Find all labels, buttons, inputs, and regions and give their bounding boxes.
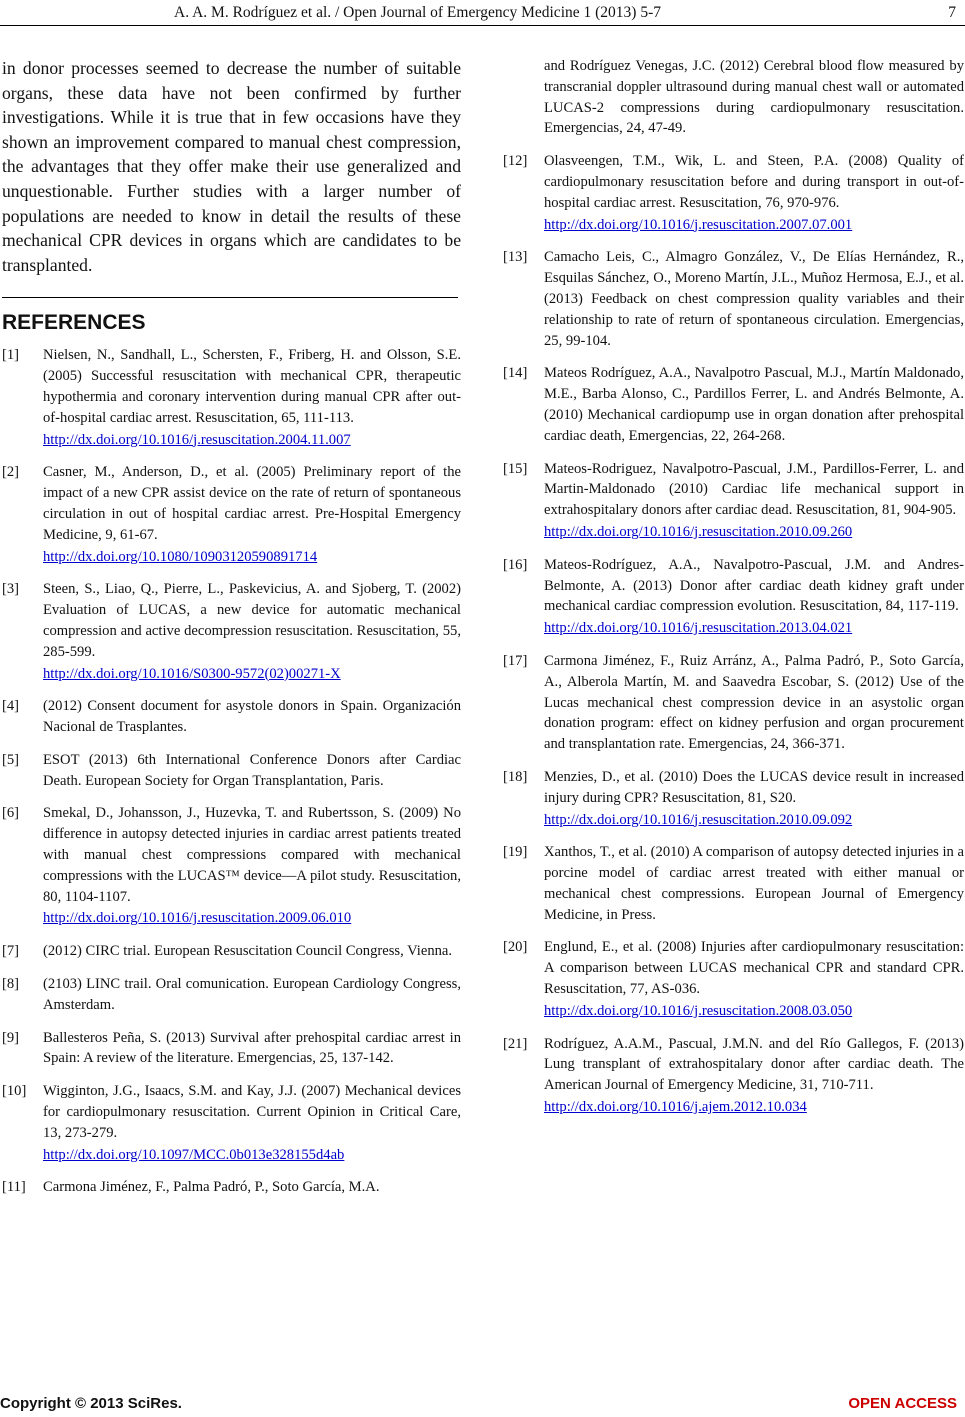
reference-text: Mateos-Rodriguez, Navalpotro-Pascual, J.M., Pardillos-Ferrer, L. and Martin-Maldonado (2010) Cardiac life mechanical support in extrahospitalary donors after cardiac dead. Resuscitation, 81, 904-905.: [544, 460, 964, 519]
reference-text: Menzies, D., et al. (2010) Does the LUCAS device result in increased injury during CPR? Resuscitation, 81, S20.: [544, 768, 964, 806]
reference-item: [2, 579, 461, 684]
reference-text: Steen, S., Liao, Q., Pierre, L., Paskevicius, A. and Sjoberg, T. (2002) Evaluation of LUCAS, a new device for automatic mechanical compression and active decompression resuscitation. Resuscitation, 55, 285-599.: [43, 581, 461, 660]
reference-item: [2, 1177, 461, 1198]
header-divider: [0, 25, 965, 26]
reference-item: [2, 974, 461, 1016]
reference-item: [503, 1034, 964, 1118]
reference-text: ESOT (2013) 6th International Conference Donors after Cardiac Death. European Society for Organ Transplantation, Paris.: [43, 751, 461, 789]
reference-item: [503, 937, 964, 1021]
reference-text: (2012) CIRC trial. European Resuscitation Council Congress, Vienna.: [43, 943, 453, 960]
reference-number: [8]: [2, 976, 20, 993]
reference-text: Wigginton, J.G., Isaacs, S.M. and Kay, J.J. (2007) Mechanical devices for cardiopulmonary resuscitation. Current Opinion in Critical Care, 13, 273-279.: [43, 1083, 461, 1141]
reference-text: (2012) Consent document for asystole donors in Spain. Organización Nacional de Trasplantes.: [43, 698, 461, 736]
reference-number: [7]: [2, 943, 20, 960]
reference-text: Nielsen, N., Sandhall, L., Schersten, F., Friberg, H. and Olsson, S.E. (2005) Successful resuscitation with mechanical CPR, therapeutic hypothermia and coronary intervention during manual CPR after out-of-hospital cardiac arrest. Resuscitation, 65, 111-113.: [43, 347, 461, 426]
running-head: [0, 2, 965, 24]
doi-link[interactable]: http://dx.doi.org/10.1016/j.resuscitation.2010.09.092: [544, 811, 853, 828]
reference-item-continuation: [503, 56, 964, 139]
page-number: 7: [948, 4, 956, 21]
reference-item: [503, 651, 964, 755]
reference-text: Carmona Jiménez, F., Palma Padró, P., Soto García, M.A.: [43, 1179, 380, 1196]
reference-number: [21]: [503, 1035, 528, 1052]
reference-item: [503, 151, 964, 235]
reference-number: [19]: [503, 844, 528, 861]
reference-text: Ballesteros Peña, S. (2013) Survival after prehospital cardiac arrest in Spain: A review of the literature. Emergencias, 25, 137-142.: [43, 1029, 461, 1067]
reference-number: [10]: [2, 1083, 27, 1100]
doi-link[interactable]: http://dx.doi.org/10.1016/S0300-9572(02)00271-X: [43, 665, 341, 682]
reference-text: Englund, E., et al. (2008) Injuries after cardiopulmonary resuscitation: A comparison between LUCAS mechanical CPR and standard CPR. Resuscitation, 77, AS-036.: [544, 939, 964, 998]
reference-number: [5]: [2, 751, 20, 768]
reference-number: [12]: [503, 153, 528, 170]
section-divider: [2, 297, 458, 298]
reference-item: [503, 767, 964, 830]
copyright-notice: Copyright © 2013 SciRes.: [0, 1395, 182, 1412]
reference-item: [503, 555, 964, 639]
reference-number: [16]: [503, 556, 528, 573]
reference-item: [2, 1081, 461, 1165]
reference-number: [14]: [503, 365, 528, 382]
page-footer: [0, 1393, 965, 1415]
reference-text: Rodríguez, A.A.M., Pascual, J.M.N. and del Río Gallegos, F. (2013) Lung transplant of extrahospitalary donor after cardiac death. The American Journal of Emergency Medicine, 31, 710-711.: [544, 1035, 964, 1094]
reference-number: [18]: [503, 768, 528, 785]
reference-text: Smekal, D., Johansson, J., Huzevka, T. and Rubertsson, S. (2009) No difference in autopsy detected injuries in cardiac arrest patients treated with manual chest compressions compared with mechanical compressions with the LUCAS™ device—A pilot study. Resuscitation, 80, 1104-1107.: [43, 805, 461, 905]
reference-text: Xanthos, T., et al. (2010) A comparison of autopsy detected injuries in a porcine model of cardiac arrest treated with either manual or mechanical chest compressions. European Journal of Emergency Medicine, in Press.: [544, 844, 964, 923]
reference-item: [2, 803, 461, 929]
reference-number: [11]: [2, 1179, 26, 1196]
reference-text: Olasveengen, T.M., Wik, L. and Steen, P.A. (2008) Quality of cardiopulmonary resuscitation before and during transport in out-of-hospital cardiac arrest. Resuscitation, 76, 970-976.: [544, 153, 964, 211]
reference-item: [503, 842, 964, 925]
reference-number: [20]: [503, 939, 528, 956]
doi-link[interactable]: http://dx.doi.org/10.1097/MCC.0b013e328155d4ab: [43, 1146, 345, 1163]
reference-text: Camacho Leis, C., Almagro González, V., De Elías Hernández, R., Esquilas Sánchez, O., Moreno Martín, J.L., Muñoz Hermosa, E.J., et al. (2013) Feedback on chest compression quality variables and their relationship to rate of return of spontaneous circulation. Emergencias, 25, 99-104.: [544, 249, 964, 349]
reference-item: [2, 750, 461, 792]
reference-item: [2, 941, 461, 962]
doi-link[interactable]: http://dx.doi.org/10.1016/j.resuscitation.2004.11.007: [43, 431, 351, 448]
doi-link[interactable]: http://dx.doi.org/10.1016/j.ajem.2012.10.034: [544, 1099, 807, 1116]
doi-link[interactable]: http://dx.doi.org/10.1016/j.resuscitation.2013.04.021: [544, 620, 853, 637]
reference-text: Casner, M., Anderson, D., et al. (2005) Preliminary report of the impact of a new CPR assist device on the rate of return of spontaneous circulation in out of hospital cardiac arrest. Pre-Hospital Emergency Medicine, 9, 61-67.: [43, 464, 461, 543]
reference-text: Carmona Jiménez, F., Ruiz Arránz, A., Palma Padró, P., Soto García, A., Alberola Martín, M. and Saavedra Escobar, S. (2012) Use of the Lucas mechanical chest compression device in an asystolic organ donation program: effect on kidney perfusion and organ procurement and transplantation rate. Emergencias, 24, 366-371.: [544, 652, 964, 753]
reference-text: Mateos-Rodríguez, A.A., Navalpotro-Pascual, J.M. and Andres-Belmonte, A. (2013) Donor after cardiac death kidney graft under mechanical cardiac compression evolution. Resuscitation, 84, 117-119.: [544, 556, 964, 615]
reference-number: [9]: [2, 1029, 20, 1046]
reference-number: [13]: [503, 249, 528, 266]
reference-item: [503, 247, 964, 351]
doi-link[interactable]: http://dx.doi.org/10.1080/10903120590891714: [43, 548, 318, 565]
left-column: [2, 56, 461, 1210]
doi-link[interactable]: http://dx.doi.org/10.1016/j.resuscitation.2007.07.001: [544, 216, 853, 233]
running-head-title: A. A. M. Rodríguez et al. / Open Journal of Emergency Medicine 1 (2013) 5-7: [174, 4, 661, 21]
reference-number: [1]: [2, 347, 20, 364]
doi-link[interactable]: http://dx.doi.org/10.1016/j.resuscitation.2009.06.010: [43, 910, 352, 927]
doi-link[interactable]: http://dx.doi.org/10.1016/j.resuscitation.2008.03.050: [544, 1002, 853, 1019]
references-heading: REFERENCES: [2, 311, 146, 335]
body-paragraph: in donor processes seemed to decrease the number of suitable organs, these data have not been confirmed by further investigations. While it is true that in few occasions have they shown an improvement compared to manual chest compression, the advantages that they offer make their use generalized and unquestionable. Further studies with a larger number of populations are needed to know in detail the results of these mechanical CPR devices in organs which are candidates to be transplanted.: [2, 58, 461, 275]
doi-link[interactable]: http://dx.doi.org/10.1016/j.resuscitation.2010.09.260: [544, 523, 853, 540]
reference-number: [15]: [503, 460, 528, 477]
reference-item: [2, 345, 461, 450]
reference-item: [503, 459, 964, 543]
reference-item: [2, 696, 461, 738]
reference-number: [2]: [2, 464, 20, 481]
reference-text: Mateos Rodríguez, A.A., Navalpotro Pascual, M.J., Martín Maldonado, M.E., Barba Alonso, C., Pardillos Ferrer, L. and Andrés Belmonte, A. (2010) Mechanical cardiopump use in organ donation after prehospital cardiac death, Emergencias, 22, 264-268.: [544, 365, 964, 444]
reference-number: [4]: [2, 698, 20, 715]
reference-text: (2103) LINC trail. Oral comunication. European Cardiology Congress, Amsterdam.: [43, 976, 461, 1013]
reference-continuation-text: and Rodríguez Venegas, J.C. (2012) Cerebral blood flow measured by transcranial doppler ultrasound during manual chest wall or automated LUCAS-2 compressions during cardiopulmonary resuscitation. Emergencias, 24, 47-49.: [544, 58, 964, 137]
right-column: [503, 56, 964, 1130]
reference-item: [2, 1028, 461, 1070]
reference-number: [3]: [2, 581, 20, 598]
reference-number: [6]: [2, 805, 20, 822]
reference-number: [17]: [503, 652, 528, 669]
reference-item: [503, 363, 964, 446]
reference-item: [2, 462, 461, 567]
open-access-label: OPEN ACCESS: [848, 1395, 957, 1412]
